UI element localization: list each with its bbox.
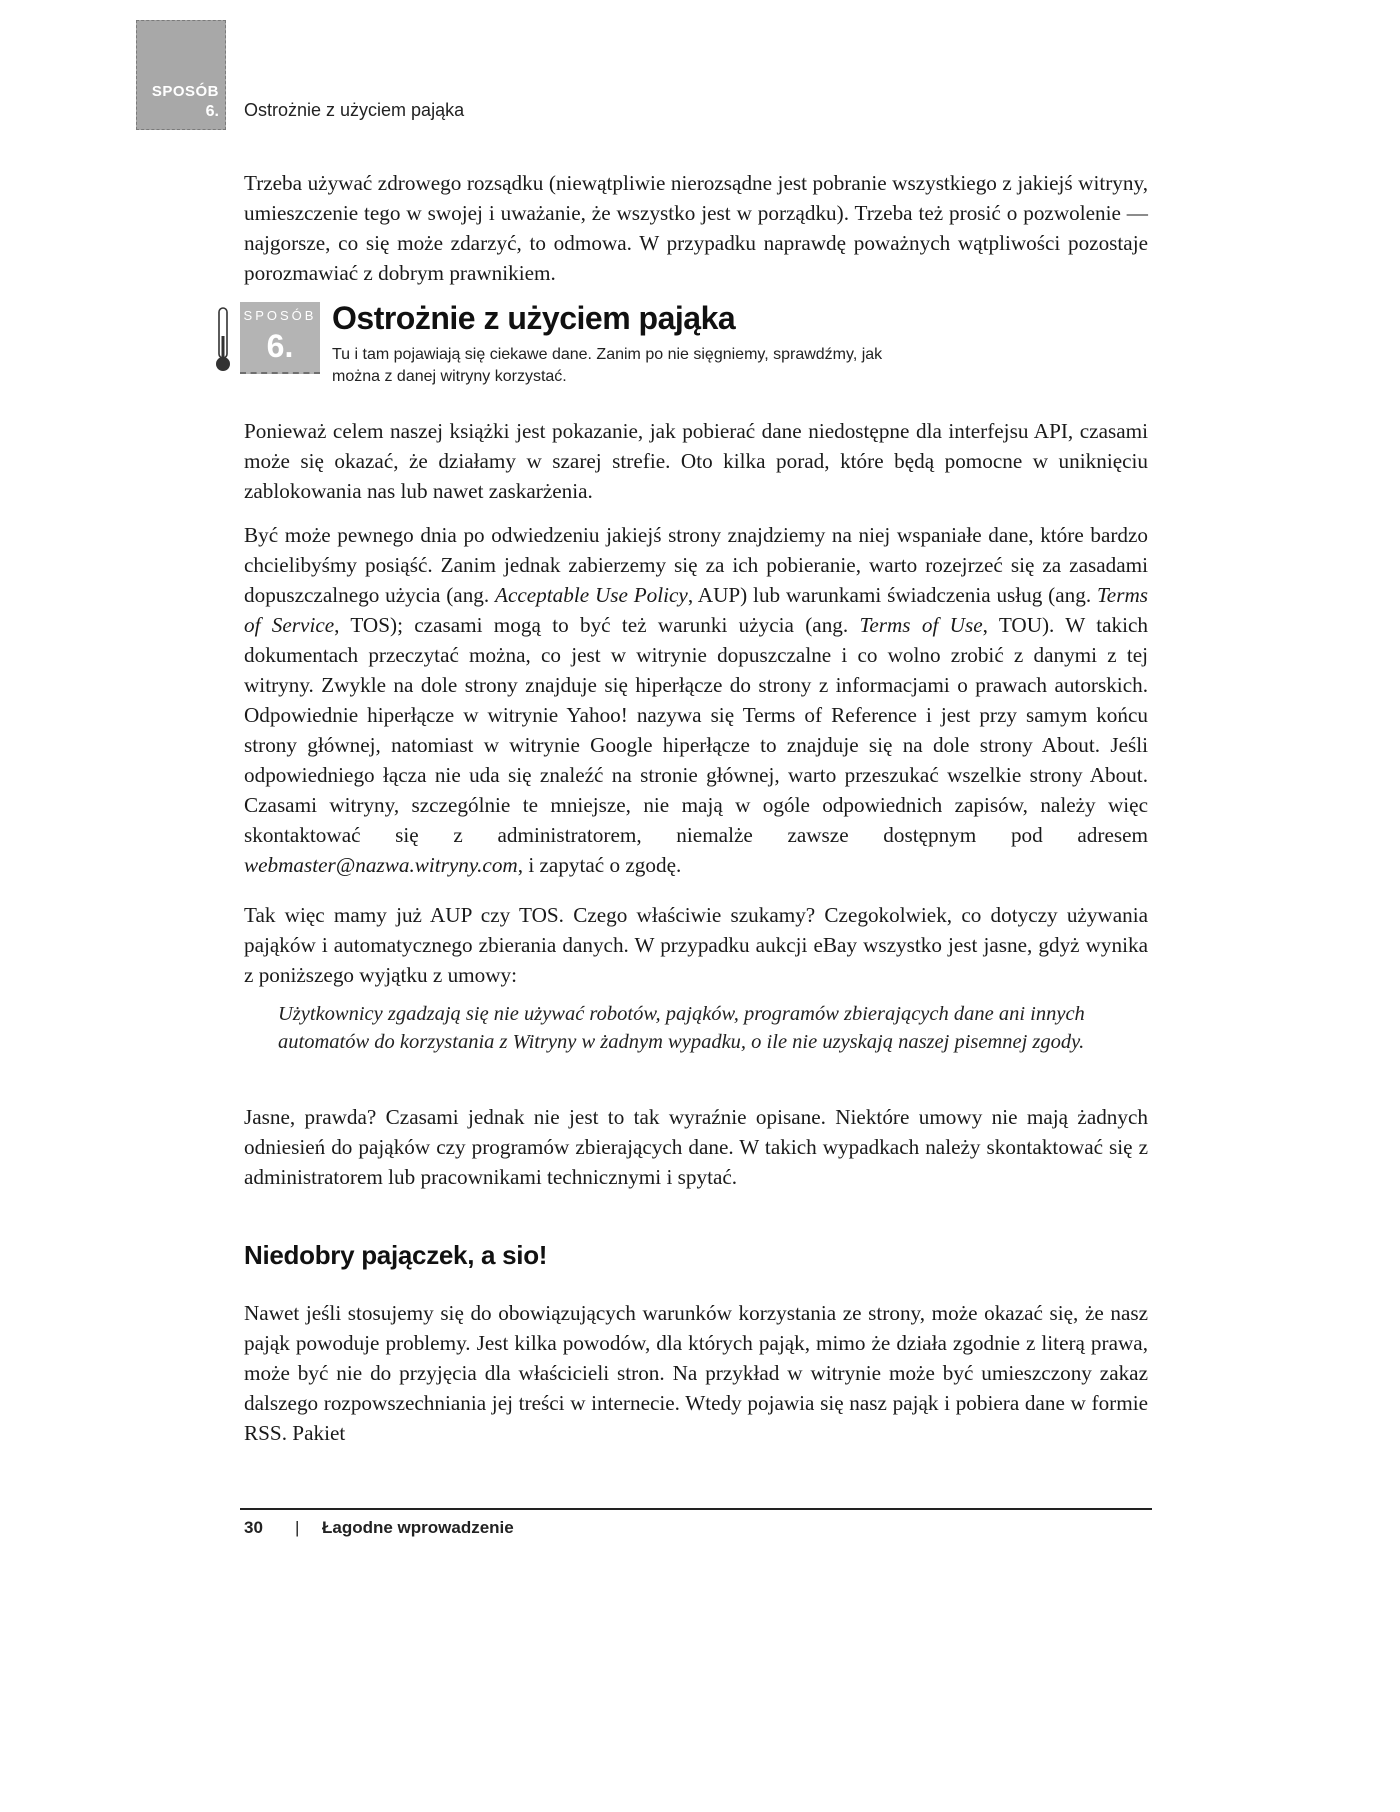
- running-header-label: SPOSÓB: [151, 83, 219, 100]
- running-header-tab: [136, 20, 226, 130]
- hack-badge-number: 6.: [266, 328, 294, 364]
- paragraph-2-text-3: , TOS); czasami mogą to być też warunki użycia (ang.: [334, 613, 860, 637]
- paragraph-2-text-4: , TOU). W takich dokumentach przeczytać można, co jest w witrynie dopuszczalne i co wolno zrobić z danymi z tej witryny. Zwykle na dole strony znajduje się hiperłącze do strony z informacjami o prawach autorskich. Odpowiednie hiperłącze w witrynie Yahoo! nazywa się Terms of Reference i jest przy samym końcu strony głównej, natomiast w witrynie Google hiperłącze to znajduje się na dole strony About. Jeśli odpowiedniego łącza nie uda się znaleźć na stronie głównej, warto przeszukać wszelkie strony About. Czasami witryny, szczególnie te mniejsze, nie mają w ogóle odpowiednich zapisów, należy więc skontaktować się z administratorem, niemalże zawsze dostępnym pod adresem: [244, 613, 1148, 847]
- term-terms-of-use: Terms of Use: [859, 613, 983, 637]
- paragraph-2-text-1: Być może pewnego dnia po odwiedzeniu jakiejś strony znajdziemy na niej wspaniałe dane, które bardzo chcielibyśmy posiąść. Zanim jednak zabierzemy się za ich pobieranie, warto rozejrzeć się za zasadami dopuszczalnego użycia (ang.: [244, 523, 1148, 607]
- footer-separator: |: [295, 1518, 300, 1537]
- hack-badge: [240, 302, 320, 374]
- paragraph-2: [244, 520, 1148, 880]
- section-heading: Niedobry pajączek, a sio!: [244, 1240, 548, 1270]
- page-number: 30: [244, 1518, 263, 1537]
- hack-description: Tu i tam pojawiają się ciekawe dane. Zanim po nie sięgniemy, sprawdźmy, jak można z danej witryny korzystać.: [332, 346, 883, 385]
- intro-paragraph: Trzeba używać zdrowego rozsądku (niewątpliwie nierozsądne jest pobranie wszystkiego z jakiejś witryny, umieszczenie tego w swojej i uważanie, że wszystko jest w porządku). Trzeba też prosić o pozwolenie — najgorsze, co się może zdarzyć, to odmowa. W przypadku naprawdę poważnych wątpliwości pozostaje porozmawiać z dobrym prawnikiem.: [244, 171, 1148, 285]
- term-terms-of-service: Terms of Service: [244, 583, 1148, 637]
- footer-rule: [240, 1508, 1152, 1510]
- paragraph-5: Nawet jeśli stosujemy się do obowiązujących warunków korzystania ze strony, może okazać się, że nasz pająk powoduje problemy. Jest kilka powodów, dla których pająk, mimo że działa zgodnie z literą prawa, może być nie do przyjęcia dla właścicieli stron. Na przykład w witrynie może być umieszczony zakaz dalszego rozpowszechniania jej treści w internecie. Wtedy pojawia się nasz pająk i pobiera dane w formie RSS. Pakiet: [244, 1301, 1148, 1445]
- hack-badge-label: SPOSÓB: [243, 308, 317, 323]
- paragraph-1: Ponieważ celem naszej książki jest pokazanie, jak pobierać dane niedostępne dla interfejsu API, czasami może się okazać, że działamy w szarej strefie. Oto kilka porad, które będą pomocne w uniknięciu zablokowania nas lub nawet zaskarżenia.: [244, 419, 1148, 503]
- paragraph-4: Jasne, prawda? Czasami jednak nie jest to tak wyraźnie opisane. Niektóre umowy nie mają żadnych odniesień do pająków czy programów zbierających dane. W takich wypadkach należy skontaktować się z administratorem lub pracownikami technicznymi i spytać.: [244, 1105, 1148, 1189]
- webmaster-email: webmaster@nazwa.witryny.com: [244, 853, 518, 877]
- footer-chapter: Łagodne wprowadzenie: [322, 1518, 514, 1537]
- block-quote: Użytkownicy zgadzają się nie używać robotów, pająków, programów zbierających dane ani innych automatów do korzystania z Witryny w żadnym wypadku, o ile nie uzyskają naszej pisemnej zgody.: [278, 1003, 1085, 1053]
- hack-title: Ostrożnie z użyciem pająka: [332, 300, 736, 336]
- paragraph-2-text-2: , AUP) lub warunkami świadczenia usług (ang.: [687, 583, 1097, 607]
- running-header-number: 6.: [205, 103, 219, 120]
- thermometer-icon: [214, 306, 232, 374]
- running-header-title: Ostrożnie z użyciem pająka: [244, 100, 465, 120]
- term-acceptable-use-policy: Acceptable Use Policy: [495, 583, 688, 607]
- paragraph-2-text-5: , i zapytać o zgodę.: [517, 853, 682, 877]
- paragraph-3: Tak więc mamy już AUP czy TOS. Czego właściwie szukamy? Czegokolwiek, co dotyczy używania pająków i automatycznego zbierania danych. W przypadku aukcji eBay wszystko jest jasne, gdyż wynika z poniższego wyjątku z umowy:: [244, 903, 1148, 987]
